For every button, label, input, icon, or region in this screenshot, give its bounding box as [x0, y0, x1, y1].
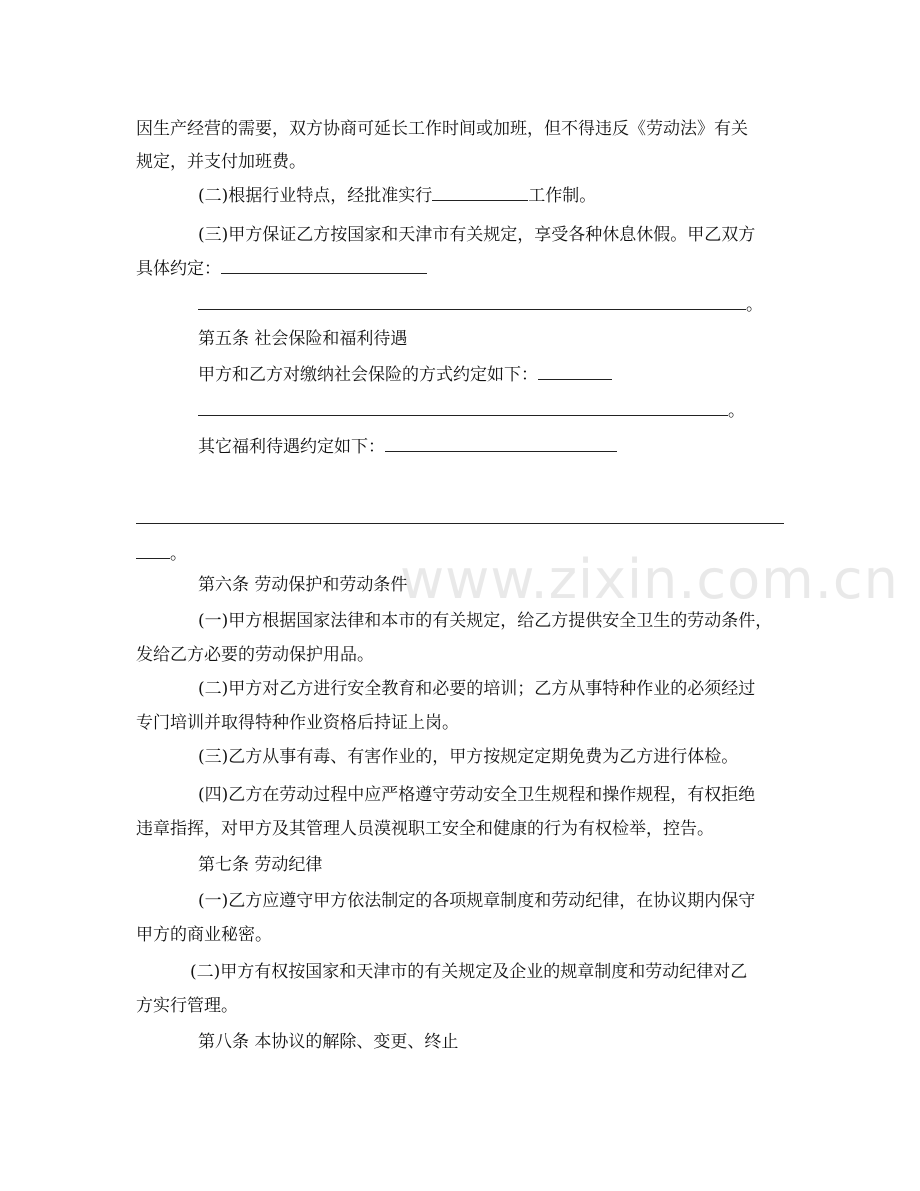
fill-in-blank — [136, 544, 170, 559]
paragraph-line — [198, 400, 745, 422]
paragraph-line — [198, 185, 596, 207]
section-heading: 第五条 社会保险和福利待遇 — [198, 329, 408, 349]
paragraph-line: (三)甲方保证乙方按国家和天津市有关规定，享受各种休息休假。甲乙双方 — [198, 225, 756, 245]
line-text: 工作制。 — [528, 186, 597, 206]
paragraph-line — [136, 508, 784, 530]
line-text: 甲方和乙方对缴纳社会保险的方式约定如下： — [198, 365, 538, 385]
line-text: 。 — [728, 401, 745, 421]
paragraph-line: 违章指挥，对甲方及其管理人员漠视职工安全和健康的行为有权检举，控告。 — [136, 819, 714, 839]
paragraph-line — [136, 258, 427, 280]
paragraph-line: (二)甲方有权按国家和天津市的有关规定及企业的规章制度和劳动纪律对乙 — [190, 962, 748, 982]
paragraph-line: 因生产经营的需要，双方协商可延长工作时间或加班，但不得违反《劳动法》有关 — [136, 119, 748, 139]
paragraph-line: 甲方的商业秘密。 — [136, 925, 272, 945]
paragraph-line: (一)乙方应遵守甲方依法制定的各项规章制度和劳动纪律，在协议期内保守 — [198, 891, 756, 911]
paragraph-line: 方实行管理。 — [136, 996, 238, 1016]
paragraph-line: 规定，并支付加班费。 — [136, 152, 306, 172]
fill-in-blank — [198, 295, 746, 310]
paragraph-line: (一)甲方根据国家法律和本市的有关规定，给乙方提供安全卫生的劳动条件， — [198, 611, 773, 631]
fill-in-blank — [221, 259, 427, 274]
paragraph-line: 专门培训并取得特种作业资格后持证上岗。 — [136, 713, 459, 733]
fill-in-blank — [432, 186, 528, 201]
paragraph-line — [198, 294, 763, 316]
paragraph-line — [136, 543, 187, 565]
paragraph-line: (二)甲方对乙方进行安全教育和必要的培训；乙方从事特种作业的必须经过 — [198, 679, 756, 699]
fill-in-blank — [385, 437, 617, 452]
section-heading: 第七条 劳动纪律 — [198, 855, 323, 875]
paragraph-line — [198, 436, 617, 458]
paragraph-line — [198, 364, 612, 386]
line-text: 。 — [746, 295, 763, 315]
paragraph-line: (四)乙方在劳动过程中应严格遵守劳动安全卫生规程和操作规程，有权拒绝 — [198, 785, 756, 805]
line-text: 具体约定： — [136, 259, 221, 279]
watermark: www.zixin.com.cn — [400, 548, 899, 611]
fill-in-blank — [136, 509, 784, 524]
line-text: 。 — [170, 544, 187, 564]
section-heading: 第八条 本协议的解除、变更、终止 — [198, 1032, 459, 1052]
section-heading: 第六条 劳动保护和劳动条件 — [198, 575, 408, 595]
paragraph-line: (三)乙方从事有毒、有害作业的，甲方按规定定期免费为乙方进行体检。 — [198, 747, 739, 767]
fill-in-blank — [538, 365, 612, 380]
paragraph-line: 发给乙方必要的劳动保护用品。 — [136, 645, 374, 665]
line-text: (二)根据行业特点，经批准实行 — [198, 186, 433, 206]
line-text: 其它福利待遇约定如下： — [198, 437, 385, 457]
fill-in-blank — [198, 401, 728, 416]
